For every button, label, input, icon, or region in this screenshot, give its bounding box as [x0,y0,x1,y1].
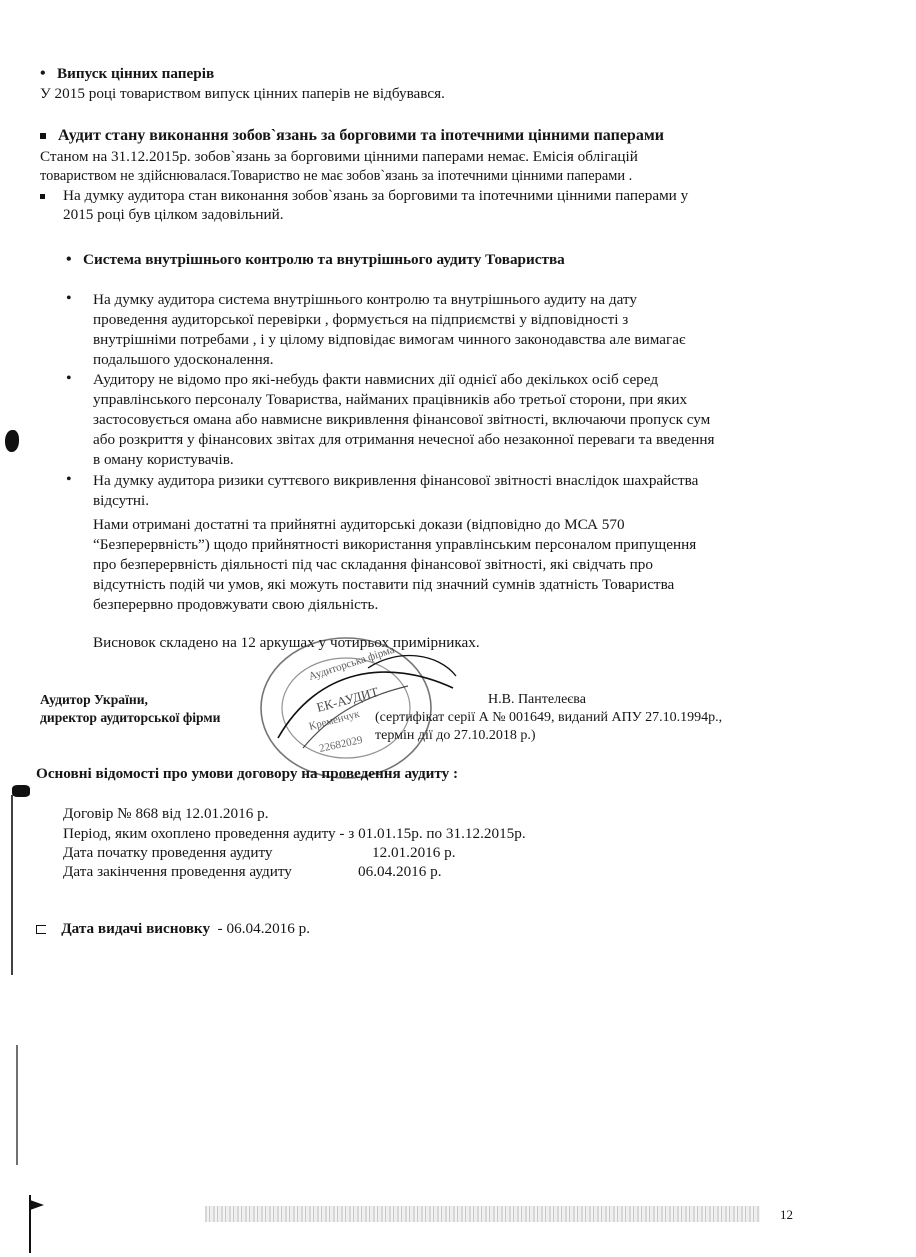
scan-noise-bar [205,1206,760,1222]
auditor-position: директор аудиторської фірми [40,710,221,725]
section-heading-internal-control: • Система внутрішнього контролю та внутрішнього аудиту Товариства [66,251,565,268]
start-date-value: 12.01.2016 р. [372,844,456,861]
internal-control-p4: відсутність подій чи умов, які можуть поставити під значний сумнів здатність Товариства [93,576,675,593]
bullet-icon: • [66,251,72,268]
bullet-icon: • [66,471,72,488]
issue-date-line: Дата видачі висновку - 06.04.2016 р. [36,919,310,939]
certificate-line: термін дії до 27.10.2018 р.) [375,728,536,743]
debt-audit-line: Станом на 31.12.2015р. зобов`язань за борговими цінними паперами немає. Емісія облігацій [40,148,638,165]
stamp-text: Аудиторська фірма [307,643,396,683]
auditor-name: Н.В. Пантелеєва [488,692,586,707]
checkbox-bullet-icon [36,925,46,934]
securities-text: У 2015 році товариством випуск цінних паперів не відбувався. [40,85,445,102]
conclusion-line: Висновок складено на 12 аркушах у чотирьох примірниках. [93,634,480,651]
certificate-line: (сертифікат серії А № 001649, виданий АПУ 27.10.1994р., [375,710,723,725]
square-bullet-icon [40,194,45,199]
stamp-text: Кременчук [307,707,361,733]
contract-number: Договір № 868 від 12.01.2016 р. [63,805,269,822]
debt-audit-opinion-line: 2015 році був цілком задовільний. [63,206,284,223]
bullet-icon: • [40,65,46,82]
internal-control-p2: управлінського персоналу Товариства, найманих працівників або третьої сторони, при яких [93,391,688,408]
debt-audit-opinion [40,186,45,206]
internal-control-p1: внутрішніми потребами , і у цілому відповідає вимогам чинного законодавства але вимагає [93,331,686,348]
internal-control-p1: подальшого удосконалення. [93,351,274,368]
internal-control-p2: або розкриття у фінансових звітах для отримання нечесної або незаконної переваги та введення [93,431,715,448]
internal-control-p1: проведення аудиторської перевірки , формується на підприємстві у відповідності з [93,311,629,328]
section-heading-securities: • Випуск цінних паперів [40,65,215,82]
stamp-text: 22682029 [318,734,364,755]
page-number: 12 [780,1207,793,1222]
square-bullet-icon [40,133,46,139]
audit-period: Період, яким охоплено проведення аудиту - з 01.01.15р. по 31.12.2015р. [63,825,526,842]
internal-control-p2: застосовується омана або навмисне викривлення фінансової звітності, включаючи пропуск сум [93,411,711,428]
contract-heading: Основні відомості про умови договору на проведення аудиту : [36,765,459,782]
scan-artifact [5,430,19,452]
start-date-label: Дата початку проведення аудиту [63,844,273,861]
bullet-icon: • [66,290,72,307]
internal-control-p3: На думку аудитора ризики суттєвого викривлення фінансової звітності внаслідок шахрайства [93,472,699,489]
end-date-value: 06.04.2016 р. [358,863,442,880]
end-date-label: Дата закінчення проведення аудиту [63,863,292,880]
scan-artifact [30,1200,44,1210]
debt-audit-opinion-line: На думку аудитора стан виконання зобов`язань за борговими та іпотечними цінними паперами у [63,187,689,204]
scan-artifact [12,785,30,797]
stamp-text: ЕК-АУДИТ [314,684,380,715]
scan-artifact [16,1045,18,1165]
scan-artifact [11,795,13,975]
internal-control-p4: безперервно продовжувати свою діяльність. [93,596,379,613]
bullet-icon: • [66,370,72,387]
internal-control-p4: Нами отримані достатні та прийнятні аудиторські докази (відповідно до МСА 570 [93,516,625,533]
debt-audit-line: товариством не здійснювалася.Товариство не має зобов`язань за іпотечними цінними паперами . [40,168,633,184]
auditor-title: Аудитор України, [40,692,148,707]
internal-control-p2: в оману користувачів. [93,451,234,468]
internal-control-p2: Аудитору не відомо про які-небудь факти навмисних дії однієї або декількох осіб серед [93,371,659,388]
internal-control-p1: На думку аудитора система внутрішнього контролю та внутрішнього аудиту на дату [93,291,637,308]
scan-artifact [29,1195,31,1253]
internal-control-p4: про безперервність діяльності під час складання фінансової звітності, які свідчать про [93,556,653,573]
internal-control-p3: відсутні. [93,492,150,509]
section-heading-debt-audit: Аудит стану виконання зобов`язань за борговими та іпотечними цінними паперами [40,126,664,146]
internal-control-p4: “Безперервність”) щодо прийнятності використання управлінським персоналом припущення [93,536,697,553]
